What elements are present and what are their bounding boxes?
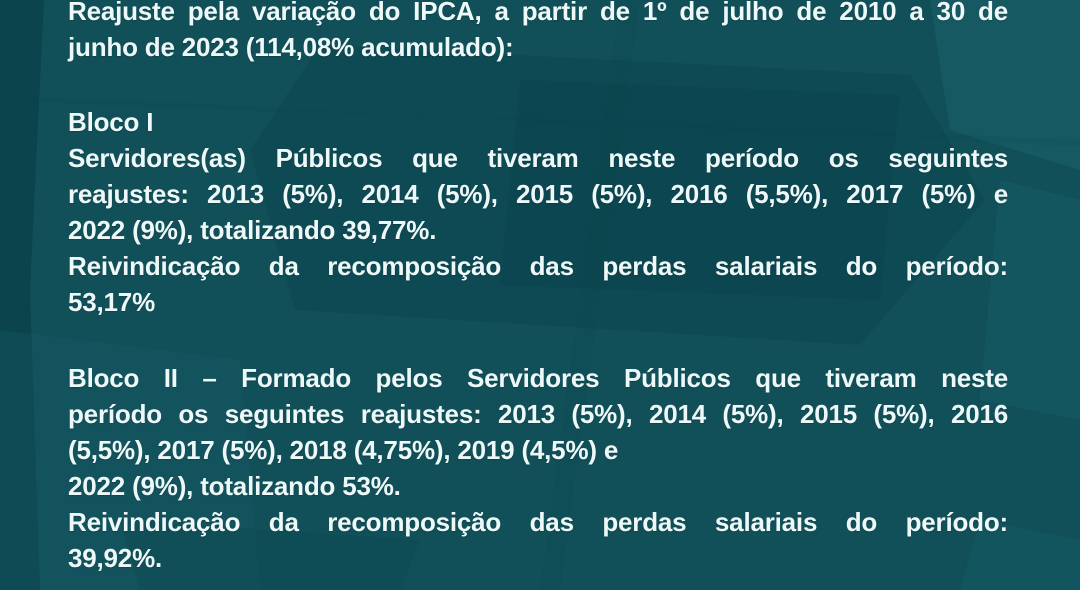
bloco-ii-body-line-1: período os seguintes reajustes: 2013 (5%), 2014 (5%), 2015 (5%), 2016 [68,399,1008,429]
bloco-i-body-line-1: Servidores(as) Públicos que tiveram neste período os seguintes [68,143,1008,173]
bloco-i-body-line-2: reajustes: 2013 (5%), 2014 (5%), 2015 (5%), 2016 (5,5%), 2017 (5%) e [68,179,1008,209]
bloco-ii-claim-line: Reivindicação da recomposição das perdas salariais do período: [68,507,1008,537]
bloco-i-claim-line: Reivindicação da recomposição das perdas salariais do período: [68,251,1008,281]
intro-line-2: junho de 2023 (114,08% acumulado): [68,32,514,62]
bloco-i-body-line-3: 2022 (9%), totalizando 39,77%. [68,215,437,245]
bloco-ii-claim-value: 39,92%. [68,543,163,573]
bloco-ii-body-line-2: (5,5%), 2017 (5%), 2018 (4,75%), 2019 (4,5%) e [68,435,619,465]
bloco-i-claim-value: 53,17% [68,287,155,317]
bloco-i-title: Bloco I [68,107,154,137]
bloco-ii-body-line-3: 2022 (9%), totalizando 53%. [68,471,401,501]
intro-line-1: Reajuste pela variação do IPCA, a partir de 1º de julho de 2010 a 30 de [68,0,1008,26]
bloco-i-section [68,104,1008,320]
announcement-text [68,0,1008,576]
bloco-ii-section [68,360,1008,576]
intro-paragraph [68,0,1008,65]
bloco-ii-title-line: Bloco II – Formado pelos Servidores Públicos que tiveram neste [68,363,1008,393]
